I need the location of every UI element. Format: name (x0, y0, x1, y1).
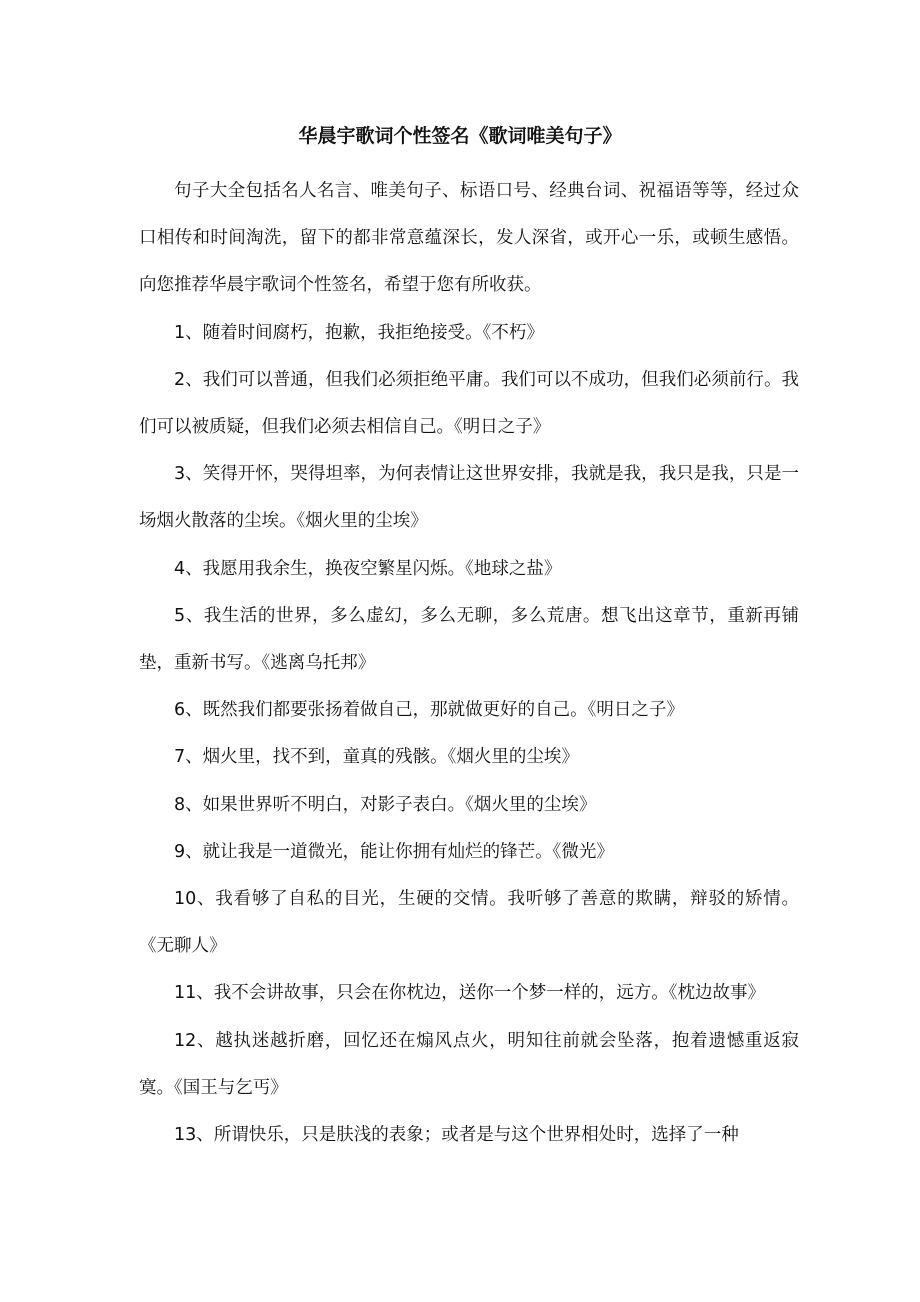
document-title: 华晨宇歌词个性签名《歌词唯美句子》 (298, 125, 622, 147)
quote-item-5: 5、我生活的世界，多么虚幻，多么无聊，多么荒唐。想飞出这章节，重新再铺垫，重新书写。《逃离乌托邦》 (139, 605, 799, 674)
quote-item-6: 6、既然我们都要张扬着做自己，那就做更好的自己。《明日之子》 (174, 700, 684, 721)
quote-item-8: 8、如果世界听不明白，对影子表白。《烟火里的尘埃》 (174, 794, 597, 815)
quote-item-1: 1、随着时间腐朽，抱歉，我拒绝接受。《不朽》 (174, 322, 544, 343)
quote-item-11: 11、我不会讲故事，只会在你枕边，送你一个梦一样的，远方。《枕边故事》 (174, 983, 766, 1004)
quote-item-3: 3、笑得开怀，哭得坦率，为何表情让这世界安排，我就是我，我只是我，只是一场烟火散落的尘埃。《烟火里的尘埃》 (139, 464, 799, 532)
quote-item-13: 13、所谓快乐，只是肤浅的表象；或者是与这个世界相处时，选择了一种 (174, 1125, 739, 1146)
quote-item-2: 2、我们可以普通，但我们必须拒绝平庸。我们可以不成功，但我们必须前行。我们可以被质疑，但我们必须去相信自己。《明日之子》 (139, 369, 799, 438)
quote-item-10: 10、我看够了自私的目光，生硬的交情。我听够了善意的欺瞒，辩驳的矫情。《无聊人》 (139, 889, 799, 957)
document-body (139, 168, 799, 1159)
quote-item-4: 4、我愿用我余生，换夜空繁星闪烁。《地球之盐》 (174, 558, 562, 579)
quote-item-7: 7、烟火里，找不到，童真的残骸。《烟火里的尘埃》 (174, 747, 579, 768)
quote-item-9: 9、就让我是一道微光，能让你拥有灿烂的锋芒。《微光》 (174, 841, 614, 862)
intro-paragraph: 句子大全包括名人名言、唯美句子、标语口号、经典台词、祝福语等等，经过众口相传和时间淘洗，留下的都非常意蕴深长，发人深省，或开心一乐，或顿生感悟。向您推荐华晨宇歌词个性签名，希望于您有所收获。 (139, 181, 799, 296)
quote-item-12: 12、越执迷越折磨，回忆还在煽风点火，明知往前就会坠落，抱着遗憾重返寂寞。《国王与乞丐》 (139, 1030, 799, 1098)
